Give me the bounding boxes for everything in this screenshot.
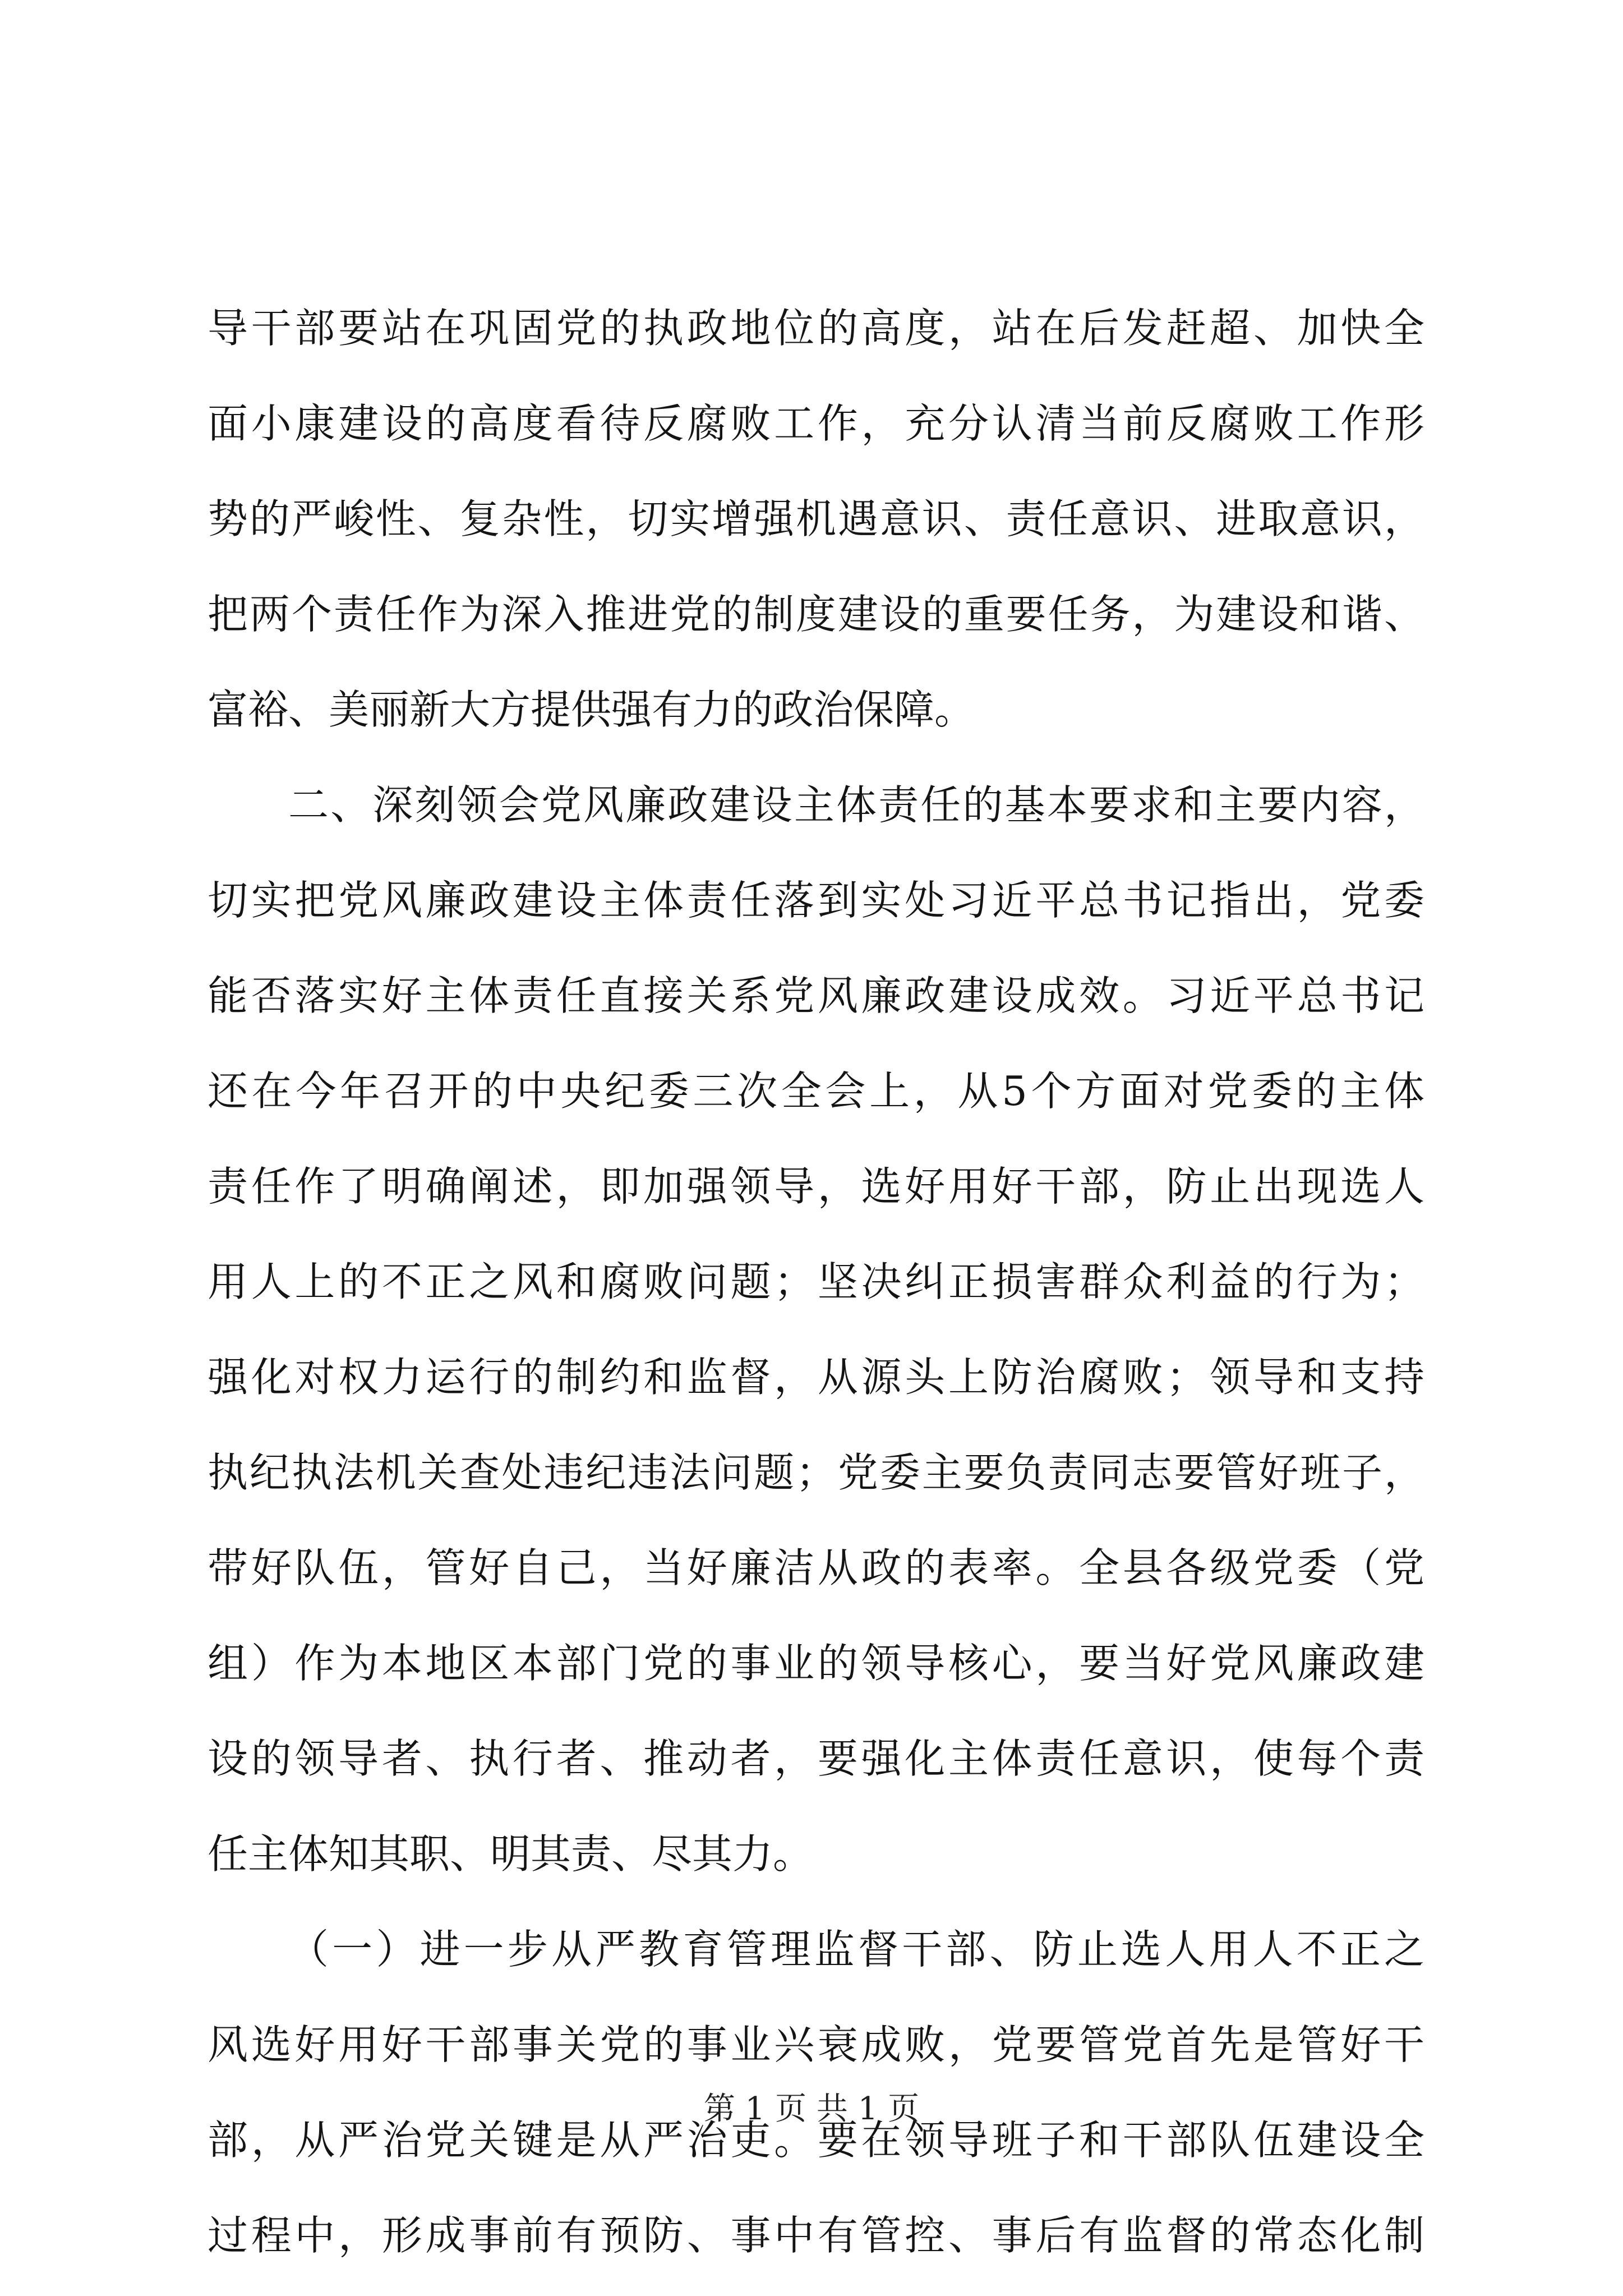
text-line-16: 设的领导者、执行者、推动者，要强化主体责任意识，使每个责 [208, 1735, 1424, 1782]
text-line-11: 用人上的不正之风和腐败问题；坚决纠正损害群众利益的行为； [208, 1258, 1424, 1305]
text-line-1: 导干部要站在巩固党的执政地位的高度，站在后发赶超、加快全 [208, 305, 1424, 352]
text-line-17: 任主体知其职、明其责、尽其力。 [208, 1830, 814, 1878]
text-line-13: 执纪执法机关查处违纪违法问题；党委主要负责同志要管好班子， [208, 1449, 1424, 1496]
page-footer: 第 1 页 共 1 页 [703, 2091, 920, 2127]
text-line-10: 责任作了明确阐述，即加强领导，选好用好干部，防止出现选人 [208, 1163, 1424, 1210]
text-line-20: 部，从严治党关键是从严治吏。要在领导班子和干部队伍建设全 [208, 2116, 1424, 2164]
text-line-18: （一）进一步从严教育管理监督干部、防止选人用人不正之 [288, 1926, 1424, 1973]
text-line-21: 过程中，形成事前有预防、事中有管控、事后有监督的常态化制 [208, 2212, 1424, 2259]
text-line-3: 势的严峻性、复杂性，切实增强机遇意识、责任意识、进取意识， [208, 495, 1424, 542]
text-line-12: 强化对权力运行的制约和监督，从源头上防治腐败；领导和支持 [208, 1354, 1424, 1401]
text-line-8: 能否落实好主体责任直接关系党风廉政建设成效。习近平总书记 [208, 972, 1424, 1019]
text-line-6: 二、深刻领会党风廉政建设主体责任的基本要求和主要内容， [288, 781, 1424, 829]
text-line-5: 富裕、美丽新大方提供强有力的政治保障。 [208, 686, 975, 733]
body-text [208, 280, 1424, 2283]
text-line-19: 风选好用好干部事关党的事业兴衰成败，党要管党首先是管好干 [208, 2021, 1424, 2068]
text-line-9: 还在今年召开的中央纪委三次全会上，从5个方面对党委的主体 [208, 1068, 1424, 1115]
text-line-4: 把两个责任作为深入推进党的制度建设的重要任务，为建设和谐、 [208, 591, 1424, 638]
text-line-14: 带好队伍，管好自己，当好廉洁从政的表率。全县各级党委（党 [208, 1544, 1424, 1591]
text-line-2: 面小康建设的高度看待反腐败工作，充分认清当前反腐败工作形 [208, 400, 1424, 447]
text-line-15: 组）作为本地区本部门党的事业的领导核心，要当好党风廉政建 [208, 1640, 1424, 1687]
text-line-7: 切实把党风廉政建设主体责任落到实处习近平总书记指出，党委 [208, 877, 1424, 924]
